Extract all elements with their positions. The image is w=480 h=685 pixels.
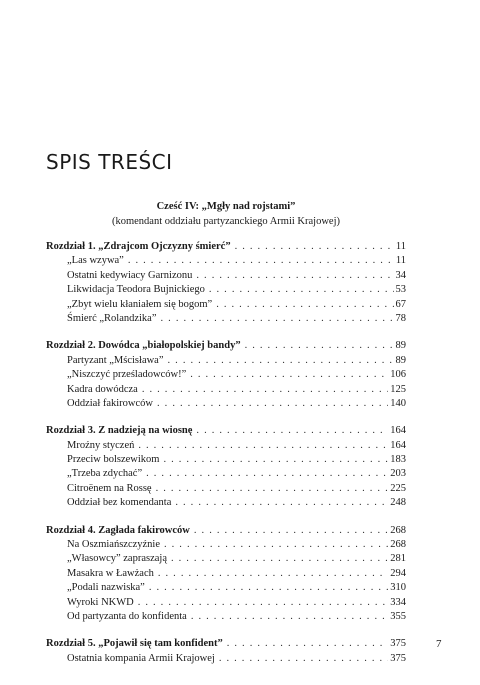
toc-entry-page: 11 [395,241,406,252]
toc-entry-section[interactable] [46,581,406,595]
toc-entry-section[interactable] [46,453,406,467]
toc-entry-section[interactable] [46,354,406,368]
chapter-4 [46,524,406,625]
toc-entry-label: „Las wzywa” [67,255,124,267]
dot-leader [128,254,394,268]
toc-entry-section[interactable] [46,610,406,624]
toc-entry-page: 89 [395,340,406,352]
toc-entry-chapter[interactable] [46,524,406,538]
dot-leader [190,368,388,382]
dot-leader [158,567,388,581]
toc-entry-page: 310 [390,582,406,594]
dot-leader [235,240,394,254]
dot-leader [209,283,394,297]
toc-entry-page: 106 [390,369,406,381]
toc-entry-label: „Trzeba zdychać” [67,468,143,480]
dot-leader [216,298,393,312]
page-number: 7 [436,638,442,650]
dot-leader [163,453,388,467]
toc-entry-page: 11 [395,255,406,267]
toc-entry-section[interactable] [46,552,406,566]
dot-leader [219,652,388,666]
toc-entry-section[interactable] [46,652,406,666]
toc-entry-chapter[interactable] [46,637,406,651]
toc-entry-page: 67 [395,298,406,310]
part-title: Cześć IV: „Mgły nad rojstami” [156,201,296,212]
toc-entry-label: Na Oszmiańszczyźnie [67,539,160,551]
toc-entry-label: Rozdział 4. Zagłada fakirowców [46,524,190,536]
dot-leader [196,269,393,283]
dot-leader [161,312,394,326]
toc-entry-page: 225 [390,482,406,494]
chapter-1 [46,240,406,326]
toc-entry-label: Oddział fakirowców [67,397,154,409]
dot-leader [164,538,388,552]
toc-entry-label: Rozdział 2. Dowódca „białopolskiej bandy” [46,340,241,352]
table-of-contents [46,240,406,679]
toc-entry-page: 89 [395,354,406,366]
dot-leader [191,610,388,624]
toc-entry-section[interactable] [46,254,406,268]
dot-leader [146,467,388,481]
toc-entry-section[interactable] [46,439,406,453]
toc-entry-page: 164 [390,439,406,451]
toc-entry-page: 34 [395,269,406,281]
dot-leader [196,424,388,438]
toc-entry-page: 281 [390,553,406,565]
toc-entry-label: Likwidacja Teodora Bujnickiego [67,284,205,296]
toc-entry-label: „Własowcy” zapraszają [67,553,167,565]
part-header [46,199,406,229]
toc-entry-section[interactable] [46,312,406,326]
toc-entry-label: Wyroki NKWD [67,596,134,608]
dot-leader [227,637,389,651]
toc-entry-page: 268 [390,524,406,536]
toc-entry-page: 78 [395,312,406,324]
toc-entry-section[interactable] [46,383,406,397]
toc-entry-label: Ostatni kedywiacy Garnizonu [67,269,193,281]
dot-leader [194,524,388,538]
toc-entry-section[interactable] [46,298,406,312]
toc-entry-page: 203 [390,468,406,480]
toc-entry-section[interactable] [46,538,406,552]
dot-leader [175,496,388,510]
toc-entry-page: 164 [390,425,406,437]
toc-entry-page: 375 [390,638,406,650]
toc-entry-page: 375 [390,652,406,664]
toc-entry-label: Ostatnia kompania Armii Krajowej [67,652,215,664]
toc-entry-section[interactable] [46,368,406,382]
dot-leader [171,552,388,566]
dot-leader [149,581,388,595]
toc-entry-section[interactable] [46,482,406,496]
toc-entry-label: Śmierć „Rolandzika” [67,312,157,324]
dot-leader [245,339,394,353]
part-subtitle: (komendant oddziału partyzanckiego Armii Krajowej) [111,216,340,227]
toc-entry-label: Przeciw bolszewikom [67,454,160,466]
toc-entry-label: Rozdział 1. „Zdrajcom Ojczyzny śmierć” [46,241,231,252]
toc-entry-label: Masakra w Ławżach [67,567,154,579]
page-title: SPIS TREŚCI [46,150,173,174]
toc-entry-page: 294 [390,567,406,579]
toc-entry-section[interactable] [46,283,406,297]
toc-entry-label: Od partyzanta do konfidenta [67,610,187,622]
toc-entry-section[interactable] [46,269,406,283]
toc-entry-label: „Niszczyć prześladowców!” [67,369,187,381]
toc-entry-label: Citroënem na Rossę [67,482,152,494]
dot-leader [142,383,388,397]
toc-entry-section[interactable] [46,397,406,411]
toc-entry-chapter[interactable] [46,339,406,353]
dot-leader [157,397,388,411]
toc-entry-label: Partyzant „Mścisława” [67,354,164,366]
toc-entry-section[interactable] [46,467,406,481]
toc-entry-page: 268 [390,539,406,551]
toc-entry-label: Oddział bez komendanta [67,497,172,509]
dot-leader [138,596,389,610]
chapter-2 [46,339,406,411]
toc-entry-page: 248 [390,497,406,509]
toc-entry-section[interactable] [46,567,406,581]
toc-entry-page: 53 [395,284,406,296]
toc-entry-section[interactable] [46,596,406,610]
toc-entry-label: Kadra dowódcza [67,383,138,395]
chapter-3 [46,424,406,510]
chapter-5 [46,637,406,666]
toc-entry-chapter[interactable] [46,424,406,438]
toc-entry-chapter[interactable] [46,240,406,254]
toc-entry-page: 334 [390,596,406,608]
toc-entry-label: Rozdział 3. Z nadzieją na wiosnę [46,425,193,437]
dot-leader [156,482,389,496]
toc-entry-section[interactable] [46,496,406,510]
toc-entry-label: Rozdział 5. „Pojawił się tam konfident” [46,638,223,650]
dot-leader [138,439,388,453]
toc-entry-page: 140 [390,397,406,409]
toc-entry-page: 355 [390,610,406,622]
toc-entry-label: Mroźny styczeń [67,439,135,451]
toc-entry-label: „Podali nazwiska” [67,582,145,594]
toc-entry-page: 125 [390,383,406,395]
toc-entry-page: 183 [390,454,406,466]
dot-leader [168,354,394,368]
toc-entry-label: „Zbyt wielu kłaniałem się bogom” [67,298,213,310]
